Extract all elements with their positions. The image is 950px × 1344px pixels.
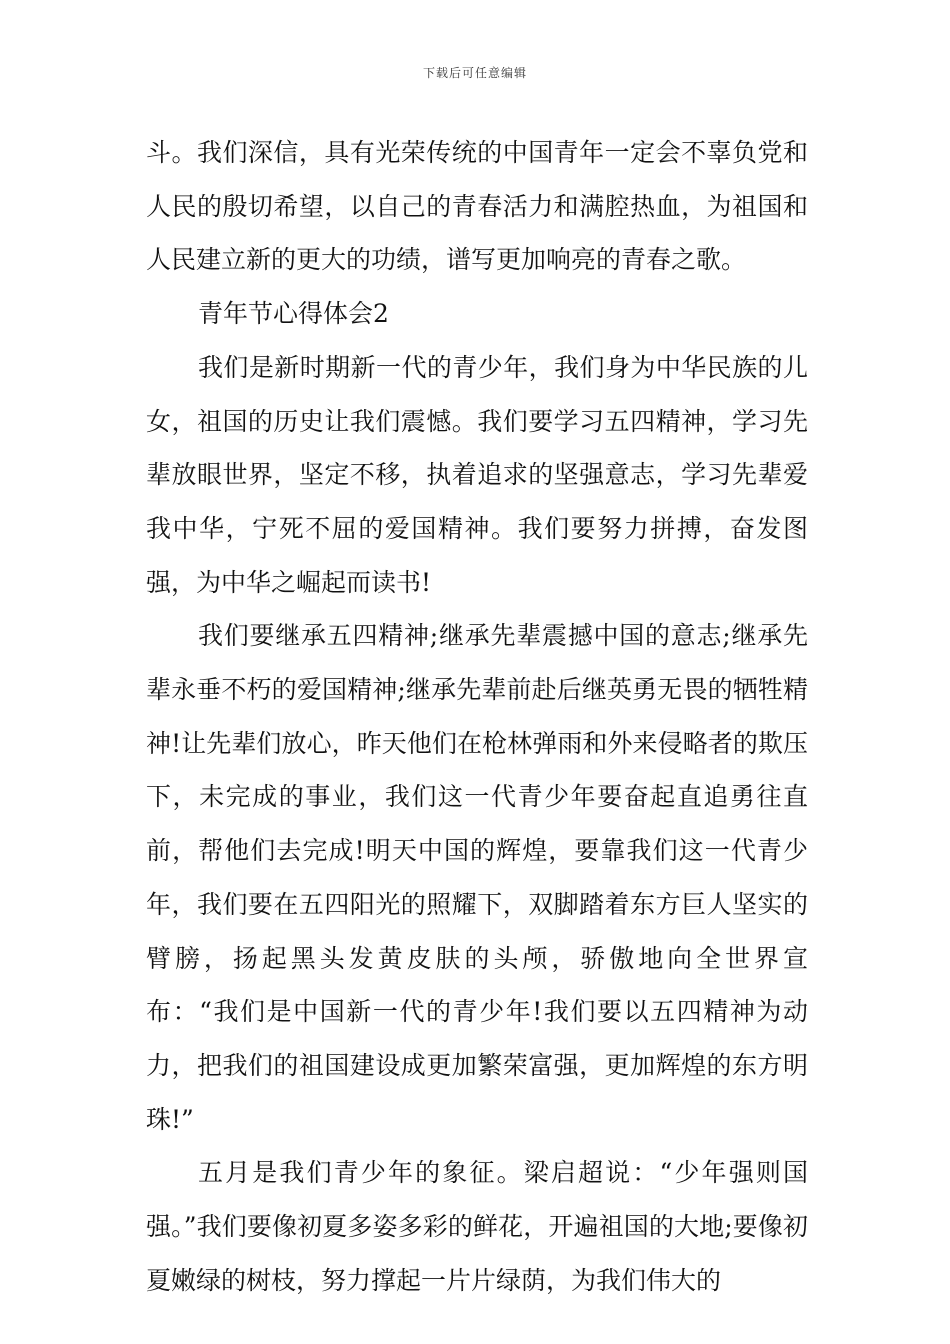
paragraph: 我们要继承五四精神;继承先辈震撼中国的意志;继承先辈永垂不朽的爱国精神;继承先辈前赴后继英勇无畏的牺牲精神!让先辈们放心，昨天他们在枪林弹雨和外来侵略者的欺压下，未完成的事业，我们这一代青少年要奋起直追勇往直前，帮他们去完成!明天中国的辉煌，要靠我们这一代青少年，我们要在五四阳光的照耀下，双脚踏着东方巨人坚实的臂膀，扬起黑头发黄皮肤的头颅，骄傲地向全世界宣布：“我们是中国新一代的青少年!我们要以五四精神为动力，把我们的祖国建设成更加繁荣富强，更加辉煌的东方明珠!” <box>146 621 808 1134</box>
paragraph: 五月是我们青少年的象征。梁启超说：“少年强则国强。”我们要像初夏多姿多彩的鲜花，开遍祖国的大地;要像初夏嫩绿的树枝，努力撑起一片片绿荫，为我们伟大的 <box>146 1158 808 1295</box>
page-header: 下载后可任意编辑 <box>422 66 527 80</box>
paragraph: 我们是新时期新一代的青少年，我们身为中华民族的儿女，祖国的历史让我们震憾。我们要学习五四精神，学习先辈放眼世界，坚定不移，执着追求的坚强意志，学习先辈爱我中华，宁死不屈的爱国精神。我们要努力拼搏，奋发图强，为中华之崛起而读书! <box>146 352 808 597</box>
paragraph-continuation: 斗。我们深信，具有光荣传统的中国青年一定会不辜负党和人民的殷切希望，以自己的青春活力和满腔热血，为祖国和人民建立新的更大的功绩，谱写更加响亮的青春之歌。 <box>146 138 808 275</box>
document-body <box>146 126 808 1307</box>
section-heading: 青年节心得体会2 <box>198 299 389 329</box>
